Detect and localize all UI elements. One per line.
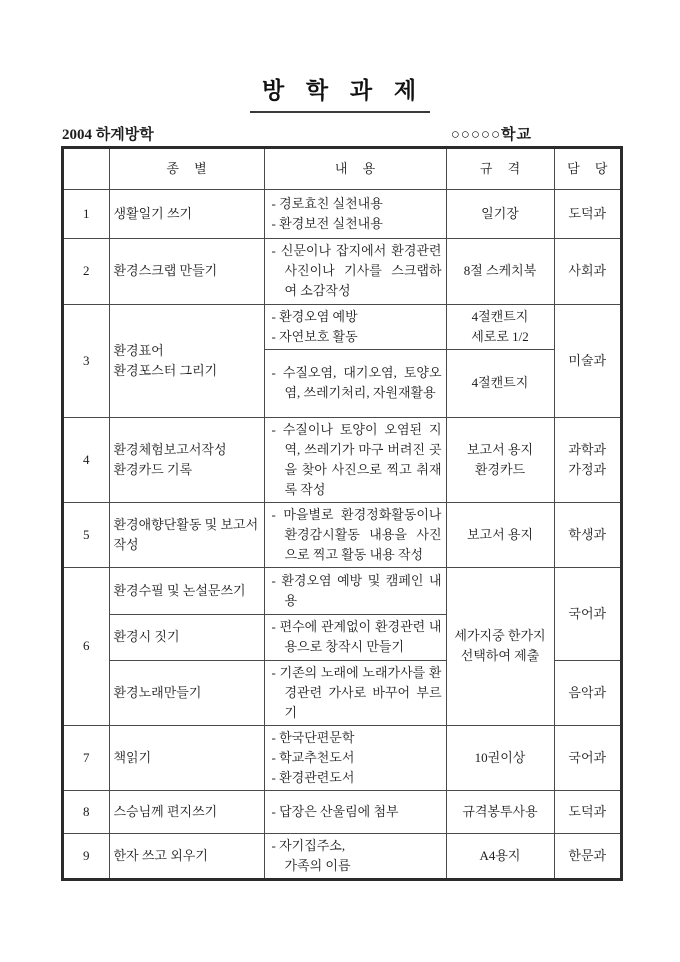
table-row-4 bbox=[63, 417, 621, 502]
row1-category: 생활일기 쓰기 bbox=[109, 189, 264, 238]
row9-category: 한자 쓰고 외우기 bbox=[109, 833, 264, 879]
category-line: 환경카드 기록 bbox=[113, 461, 193, 477]
content-line: - 기존의 노래에 노래가사를 환경관련 가사로 바꾸어 부르기 bbox=[271, 664, 442, 720]
row8-dept: 도덕과 bbox=[554, 790, 621, 833]
row6c-category: 환경노래만들기 bbox=[109, 660, 264, 725]
table-row-3a bbox=[63, 304, 621, 349]
spec-line: 4절캔트지 bbox=[471, 308, 529, 324]
row1-content bbox=[264, 189, 446, 238]
row6-spec bbox=[446, 567, 554, 725]
spec-line: 환경카드 bbox=[474, 461, 526, 477]
content-line: - 자연보호 활동 bbox=[271, 328, 358, 344]
row6c-dept: 음악과 bbox=[554, 660, 621, 725]
row2-category: 환경스크랩 만들기 bbox=[109, 238, 264, 304]
table-row-7 bbox=[63, 725, 621, 790]
content-line: - 편수에 관계없이 환경관련 내용으로 창작시 만들기 bbox=[271, 619, 442, 654]
row2-content bbox=[264, 238, 446, 304]
row3-no: 3 bbox=[63, 304, 109, 417]
header-row bbox=[63, 148, 621, 189]
row6-no: 6 bbox=[63, 567, 109, 725]
header-content: 내 용 bbox=[264, 148, 446, 189]
row6c-content bbox=[264, 660, 446, 725]
content-line: - 수질이나 토양이 오염된 지역, 쓰레기가 마구 버려진 곳을 찾아 사진으로 찍고 취재록 작성 bbox=[271, 421, 442, 497]
row8-no: 8 bbox=[63, 790, 109, 833]
table-row-8 bbox=[63, 790, 621, 833]
content-line: - 한국단편문학 bbox=[271, 729, 355, 745]
content-line: - 신문이나 잡지에서 환경관련 사진이나 기사를 스크랩하여 소감작성 bbox=[271, 243, 442, 298]
row8-spec: 규격봉투사용 bbox=[446, 790, 554, 833]
content-line: - 답장은 산울림에 첨부 bbox=[271, 803, 399, 819]
content-line: - 수질오염, 대기오염, 토양오염, 쓰레기처리, 자원재활용 bbox=[271, 365, 442, 400]
title-wrap bbox=[0, 0, 680, 113]
row5-no: 5 bbox=[63, 502, 109, 567]
row4-dept bbox=[554, 417, 621, 502]
spec-line: 세로로 1/2 bbox=[471, 328, 529, 344]
dept-line: 과학과 bbox=[568, 441, 607, 457]
row1-no: 1 bbox=[63, 189, 109, 238]
term-label: 2004 하계방학 bbox=[62, 127, 154, 143]
content-line: - 자기집주소, bbox=[271, 837, 346, 853]
row9-content bbox=[264, 833, 446, 879]
school-name: ○○○○○학교 bbox=[450, 127, 532, 143]
row5-category: 환경애향단활동 및 보고서작성 bbox=[109, 502, 264, 567]
table-row-6a bbox=[63, 567, 621, 614]
row6ab-dept: 국어과 bbox=[554, 567, 621, 660]
row9-no: 9 bbox=[63, 833, 109, 879]
row5-content bbox=[264, 502, 446, 567]
spec-line: 보고서 용지 bbox=[466, 441, 534, 457]
header-category: 종 별 bbox=[109, 148, 264, 189]
subtitle-row bbox=[62, 123, 620, 144]
row4-category bbox=[109, 417, 264, 502]
row3-dept: 미술과 bbox=[554, 304, 621, 417]
row4-content bbox=[264, 417, 446, 502]
row7-no: 7 bbox=[63, 725, 109, 790]
table-row-5 bbox=[63, 502, 621, 567]
category-line: 환경포스터 그리기 bbox=[113, 362, 218, 378]
category-line: 환경체험보고서작성 bbox=[113, 441, 227, 457]
content-line: - 환경보전 실천내용 bbox=[271, 215, 383, 231]
content-line: - 환경오염 예방 및 캠페인 내용 bbox=[271, 572, 442, 608]
row3a-spec bbox=[446, 304, 554, 349]
row2-spec: 8절 스케치북 bbox=[446, 238, 554, 304]
row3b-spec: 4절캔트지 bbox=[446, 349, 554, 417]
page-title: 방 학 과 제 bbox=[250, 72, 430, 113]
row6a-content bbox=[264, 567, 446, 614]
header-spec: 규 격 bbox=[446, 148, 554, 189]
row8-content bbox=[264, 790, 446, 833]
row8-category: 스승님께 편지쓰기 bbox=[109, 790, 264, 833]
spec-line: 선택하여 제출 bbox=[460, 648, 540, 663]
spec-line: 세가지중 한가지 bbox=[454, 628, 546, 643]
content-line: - 학교추천도서 bbox=[271, 749, 355, 765]
table-row-9 bbox=[63, 833, 621, 879]
content-line: - 마을별로 환경정화활동이나 환경감시활동 내용을 사진으로 찍고 활동 내용 작성 bbox=[271, 506, 442, 562]
row9-spec: A4용지 bbox=[446, 833, 554, 879]
row3b-content bbox=[264, 349, 446, 417]
row7-spec: 10권이상 bbox=[446, 725, 554, 790]
row7-category: 책읽기 bbox=[109, 725, 264, 790]
row6a-category: 환경수필 및 논설문쓰기 bbox=[109, 567, 264, 614]
row6b-content bbox=[264, 614, 446, 660]
row2-no: 2 bbox=[63, 238, 109, 304]
row7-dept: 국어과 bbox=[554, 725, 621, 790]
row3a-content bbox=[264, 304, 446, 349]
row1-spec: 일기장 bbox=[446, 189, 554, 238]
row4-no: 4 bbox=[63, 417, 109, 502]
row7-content bbox=[264, 725, 446, 790]
category-line: 환경표어 bbox=[113, 342, 164, 358]
content-line: 가족의 이름 bbox=[284, 857, 351, 873]
header-dept: 담 당 bbox=[554, 148, 621, 189]
content-line: - 환경오염 예방 bbox=[271, 308, 358, 324]
row5-dept: 학생과 bbox=[554, 502, 621, 567]
table-row-2 bbox=[63, 238, 621, 304]
header-no bbox=[63, 148, 109, 189]
content-line: - 경로효친 실천내용 bbox=[271, 195, 383, 211]
table-row-1 bbox=[63, 189, 621, 238]
row2-dept: 사회과 bbox=[554, 238, 621, 304]
row6b-category: 환경시 짓기 bbox=[109, 614, 264, 660]
dept-line: 가정과 bbox=[568, 461, 607, 477]
row4-spec bbox=[446, 417, 554, 502]
row1-dept: 도덕과 bbox=[554, 189, 621, 238]
content-line: - 환경관련도서 bbox=[271, 769, 355, 785]
row5-spec: 보고서 용지 bbox=[446, 502, 554, 567]
assignments-table bbox=[62, 147, 622, 880]
row9-dept: 한문과 bbox=[554, 833, 621, 879]
row3-category bbox=[109, 304, 264, 417]
